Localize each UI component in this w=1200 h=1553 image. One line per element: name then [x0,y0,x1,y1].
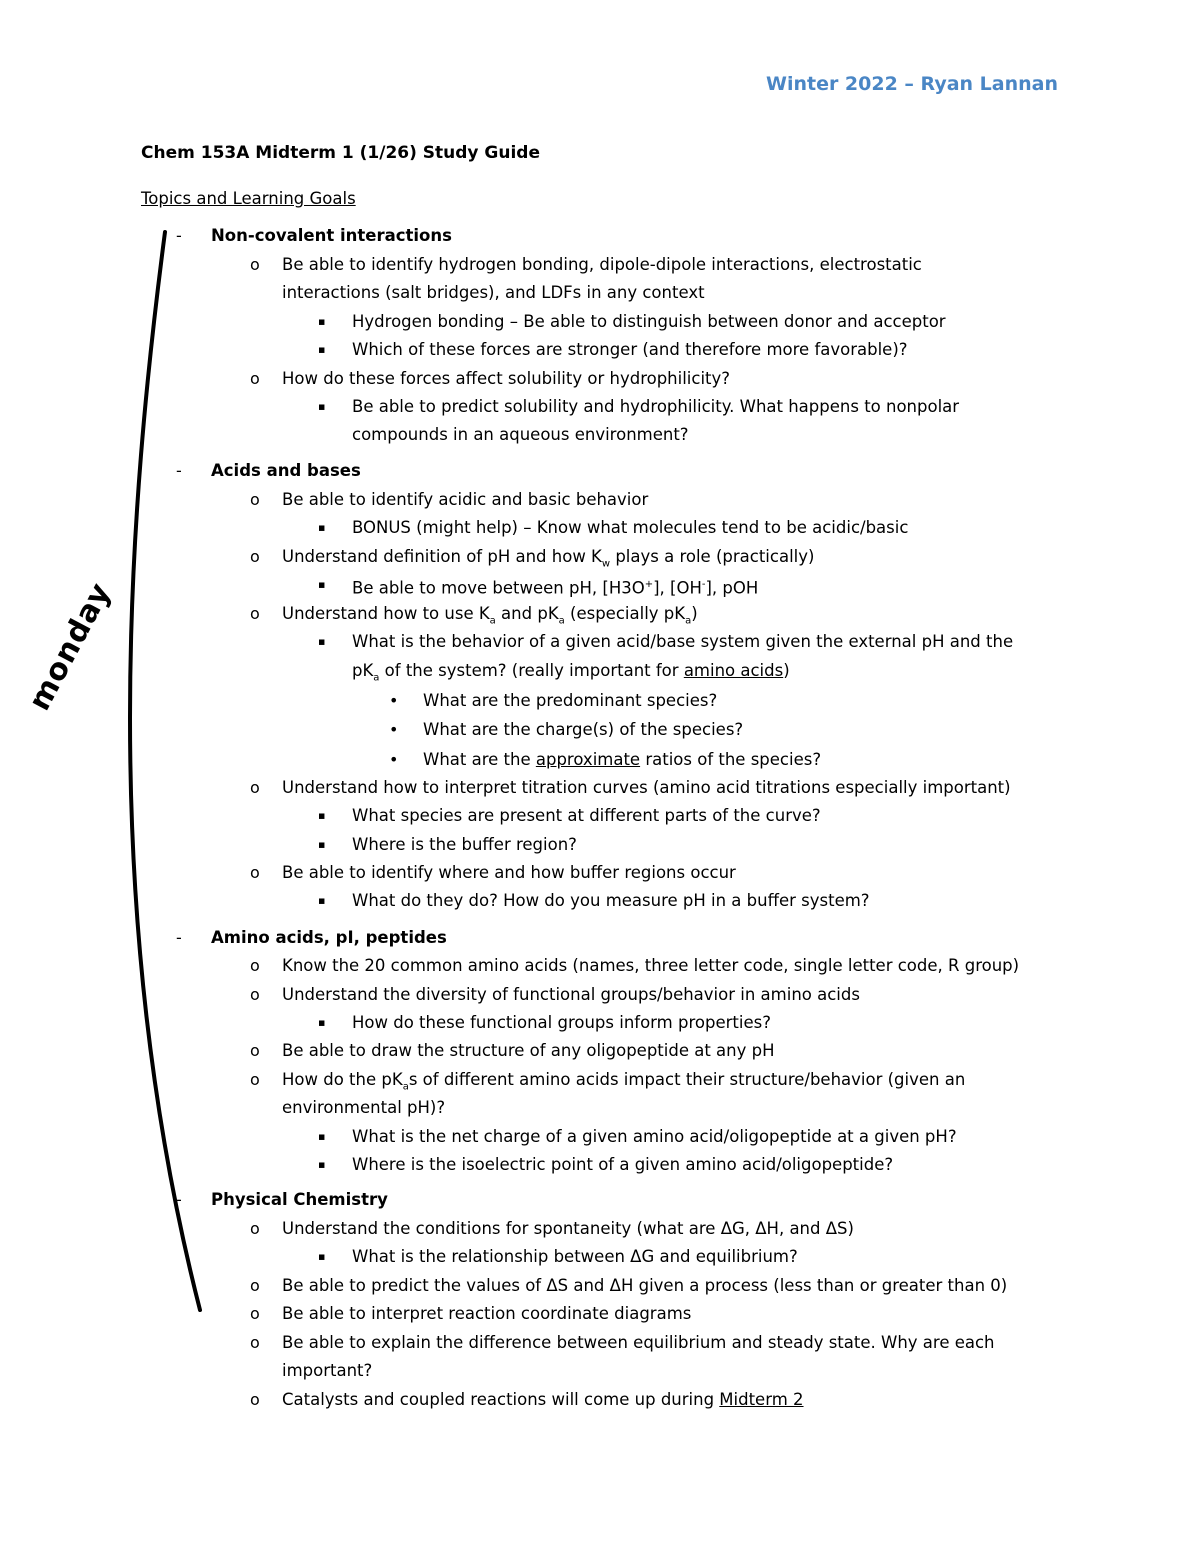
sub-goal-item: BONUS (might help) – Know what molecules tend to be acidic/basic [352,518,909,537]
square-marker: ▪ [318,894,326,907]
sub-goal-item: Which of these forces are stronger (and therefore more favorable)? [352,340,908,359]
dash-marker: - [176,1190,182,1209]
square-marker: ▪ [318,400,326,413]
superscript: + [644,579,654,590]
circle-marker: o [250,985,260,1004]
goal-item-continued: interactions (salt bridges), and LDFs in any context [282,283,705,302]
circle-marker: o [250,778,260,797]
topic-heading-physical-chemistry: Physical Chemistry [211,1190,388,1209]
circle-marker: o [250,604,260,623]
sub-goal-item: What is the behavior of a given acid/base system given the external pH and the [352,632,1014,651]
text-run: (especially pK [564,604,686,623]
underlined-text: approximate [535,750,641,769]
header-term-author: Winter 2022 – Ryan Lannan [765,73,1058,95]
subscript: a [402,1081,409,1093]
dash-marker: - [176,461,182,480]
goal-item: Understand the conditions for spontaneity (what are ΔG, ΔH, and ΔS) [282,1219,854,1238]
sub-goal-item-continued: compounds in an aqueous environment? [352,425,689,444]
text-run: of the system? (really important for [379,661,684,680]
sub-goal-item: What is the net charge of a given amino acid/oligopeptide at a given pH? [352,1127,957,1146]
topic-heading-acids-bases: Acids and bases [211,461,361,480]
goal-item: Be able to identify hydrogen bonding, dipole-dipole interactions, electrostatic [282,255,922,274]
subscript: a [685,615,692,627]
text-run: and pK [495,604,559,623]
subscript: a [558,615,565,627]
circle-marker: o [250,1041,260,1060]
text-run: How do the pK [282,1070,403,1089]
circle-marker: o [250,1390,260,1409]
circle-marker: o [250,956,260,975]
goal-item: Be able to predict the values of ΔS and ΔH given a process (less than or greater than 0) [282,1276,1008,1295]
goal-item-continued: important? [282,1361,373,1380]
goal-item: Understand the diversity of functional groups/behavior in amino acids [282,985,860,1004]
circle-marker: o [250,1276,260,1295]
sub-goal-item [352,571,758,603]
dash-marker: - [176,226,182,245]
detail-item [423,746,821,774]
square-marker: ▪ [318,343,326,356]
square-marker: ▪ [318,838,326,851]
square-marker: ▪ [318,1130,326,1143]
sub-goal-item: How do these functional groups inform properties? [352,1013,771,1032]
text-run: ) [691,604,698,623]
circle-marker: o [250,1304,260,1323]
circle-marker: o [250,547,260,566]
bullet-marker: • [389,691,399,710]
circle-marker: o [250,863,260,882]
underlined-text: amino acids [683,661,784,680]
subscript: a [489,615,496,627]
goal-item: Understand how to interpret titration curves (amino acid titrations especially important) [282,778,1011,797]
square-marker: ▪ [318,809,326,822]
goal-item: Be able to draw the structure of any oligopeptide at any pH [282,1041,775,1060]
square-marker: ▪ [318,1250,326,1263]
text-run: plays a role (practically) [610,547,815,566]
text-run: ratios of the species? [640,750,822,769]
goal-item: How do these forces affect solubility or hydrophilicity? [282,369,731,388]
topic-heading-amino-acids: Amino acids, pI, peptides [211,928,447,947]
circle-marker: o [250,369,260,388]
square-marker: ▪ [318,635,326,648]
handwritten-monday-annotation: monday [22,576,119,717]
sub-goal-item: What is the relationship between ΔG and equilibrium? [352,1247,798,1266]
bullet-marker: • [389,720,399,739]
text-run: Understand definition of pH and how K [282,547,602,566]
sub-goal-item: Hydrogen bonding – Be able to distinguish between donor and acceptor [352,312,946,331]
circle-marker: o [250,1070,260,1089]
goal-item: Be able to interpret reaction coordinate diagrams [282,1304,692,1323]
section-heading: Topics and Learning Goals [141,189,356,208]
sub-goal-item: What do they do? How do you measure pH in a buffer system? [352,891,870,910]
goal-item: Know the 20 common amino acids (names, three letter code, single letter code, R group) [282,956,1020,975]
sub-goal-item: Where is the buffer region? [352,835,577,854]
goal-item [282,1386,804,1414]
bullet-marker: • [389,750,399,769]
text-run: Be able to move between pH, [H3O [352,578,645,598]
text-run: What are the [423,750,536,769]
square-marker: ▪ [318,578,326,591]
detail-item: What are the charge(s) of the species? [423,720,744,739]
square-marker: ▪ [318,1016,326,1029]
square-marker: ▪ [318,521,326,534]
goal-item: Be able to identify acidic and basic behavior [282,490,649,509]
sub-goal-item: What species are present at different parts of the curve? [352,806,821,825]
sub-goal-item: Where is the isoelectric point of a given amino acid/oligopeptide? [352,1155,894,1174]
text-run: s of different amino acids impact their structure/behavior (given an [408,1070,966,1089]
text-run: Catalysts and coupled reactions will come up during [282,1390,720,1409]
circle-marker: o [250,490,260,509]
circle-marker: o [250,255,260,274]
square-marker: ▪ [318,1158,326,1171]
underlined-text: Midterm 2 [719,1390,804,1409]
goal-item: Be able to identify where and how buffer regions occur [282,863,736,882]
goal-item: Be able to explain the difference between equilibrium and steady state. Why are each [282,1333,995,1352]
superscript: - [701,579,706,590]
text-run: ) [783,661,790,680]
goal-item-continued: environmental pH)? [282,1098,446,1117]
circle-marker: o [250,1219,260,1238]
circle-marker: o [250,1333,260,1352]
text-run: pK [352,661,374,680]
square-marker: ▪ [318,315,326,328]
topic-heading-noncovalent: Non-covalent interactions [211,226,452,245]
dash-marker: - [176,928,182,947]
document-title: Chem 153A Midterm 1 (1/26) Study Guide [141,143,541,163]
subscript: a [373,672,380,684]
detail-item: What are the predominant species? [423,691,718,710]
text-run: ], [OH [653,578,702,598]
text-run: ], pOH [705,578,759,598]
text-run: Understand how to use K [282,604,490,623]
sub-goal-item: Be able to predict solubility and hydrophilicity. What happens to nonpolar [352,397,960,416]
subscript: w [601,558,611,570]
